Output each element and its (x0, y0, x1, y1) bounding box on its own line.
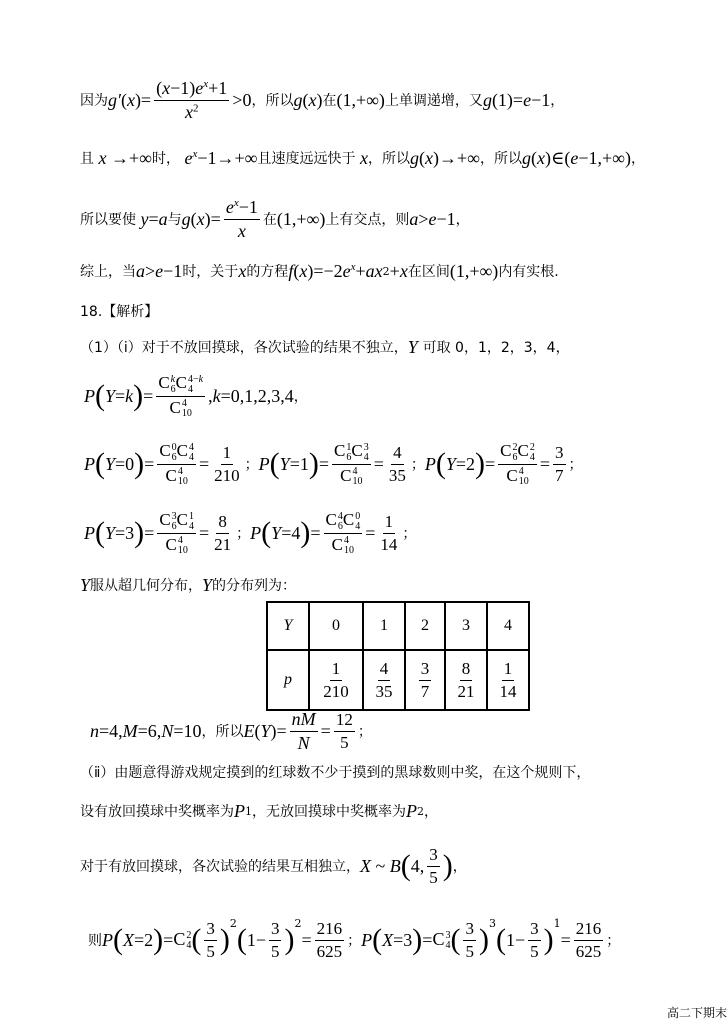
table-cell: 4 (487, 602, 529, 650)
section-heading (80, 300, 158, 322)
text-segment: 可取 0，1，2，3，4， (422, 340, 570, 356)
text-segment: 设有放回摸球中奖概率为 (80, 804, 234, 820)
text-line-s1: （1）（ⅰ）对于不放回摸球，各次试验的结果不独立， Y 可取 0，1，2，3，4， (80, 336, 570, 357)
table-cell: 1 (363, 602, 405, 650)
text-line-3: 所以要使 y = a 与 g ( x )= $\frac{e^x-1}{x}$ 在 (1,+∞) 上有交点，则 a > e −1 ， (80, 196, 470, 241)
text-segment: 时，关于 (182, 264, 239, 280)
text-segment: 在 (262, 212, 277, 228)
text-segment: （ⅱ）由题意得游戏规定摸到的红球数不少于摸到的黑球数则中奖，在这个规则下， (80, 765, 591, 781)
table-cell: p (267, 650, 309, 710)
text-segment: ，所以 (368, 151, 411, 167)
table-cell: 2 (405, 602, 445, 650)
text-line-ii-3: 对于有放回摸球，各次试验的结果互相独立， X ~ B ( 4, $\frac{3}{5}$ ) ， (80, 844, 467, 887)
formula-row-2: P ( Y =3 ) = C 3 6 C 1 4 C 4 10 = $\frac{8}{21}$ ； P ( Y =4 ) = C 4 6 C 0 4 C 4 10 = $\frac{1}{14}$ ； (84, 510, 417, 556)
text-line-2: 且 x →+∞ 时， $e^x$ −1→+∞ 且速度远远快于 x ，所以 g ( x )→+∞ ，所以 g ( x )∈( e −1,+∞) ， (80, 147, 645, 168)
table-cell: Y (267, 602, 309, 650)
fraction: $\frac{(x-1)e^x+1}{x^2}$ (156, 77, 228, 122)
table-cell: $\frac{1}{210}$ (309, 650, 363, 710)
text-segment: 的方程 (246, 264, 289, 280)
text-segment: 则 (88, 933, 102, 949)
expectation-line: n =4, M =6, N =10 ，所以 E ( Y )= $\frac{nM}{N}$ = $\frac{12}{5}$ ； (90, 708, 372, 753)
table-cell: $\frac{3}{7}$ (405, 650, 445, 710)
text-segment: 服从超几何分布， (90, 578, 203, 594)
table-row (267, 602, 529, 650)
table-cell: $\frac{4}{35}$ (363, 650, 405, 710)
dist-intro: Y 服从超几何分布， Y 的分布列为： (80, 574, 297, 595)
text-line-1: 因为 g′ ( x )= $\frac{(x-1)e^x+1}{x^2}$ >0 ，所以 g ( x ) 在 (1,+∞) 上单调递增，又 g (1)= e −1 ， (80, 77, 565, 122)
fraction: $\frac{e^x-1}{x}$ (225, 196, 258, 241)
text-line-ii-4: 则 P ( X =2 ) = C 2 4 ( $\frac{3}{5}$ ) $^2$ ( 1− $\frac{3}{5}$ ) $^2$ = $\frac{216}{625}$ ； P ( X =3 ) = C 3 4 ( $\frac{3}{5}$ ) $^3$ ( 1− $\frac{3}{5}$ ) $^1$ = $\frac{216}{625}$ ； (88, 917, 621, 961)
text-line-4: 综上，当 a > e −1 时，关于 x 的方程 f ( x )=−2 $e^x$ + ax 2 + x 在区间 (1,+∞) 内有实根. (80, 260, 559, 281)
text-segment: 且速度远远快于 (257, 151, 356, 167)
text-segment: 与 (167, 212, 182, 228)
formula-row-1: P ( Y =0 ) = C 0 6 C 4 4 C 4 10 = $\frac{1}{210}$ ； P ( Y =1 ) = C 1 6 C 3 4 C 4 10 = $\frac{4}{35}$ ； P ( Y =2 ) = C 2 6 C 2 4 C 4 10 = $\frac{3}{7}$ ； (84, 441, 583, 487)
table-cell: $\frac{8}{21}$ (445, 650, 487, 710)
text-segment: 对于有放回摸球，各次试验的结果互相独立， (80, 859, 360, 875)
text-segment: 内有实根. (498, 264, 559, 280)
text-segment: 上有交点，则 (325, 212, 410, 228)
text-segment: 在 (322, 93, 337, 109)
text-segment: 在区间 (407, 264, 450, 280)
text-segment: 的分布列为： (212, 578, 297, 594)
text-segment: 上单调递增，又 (384, 93, 483, 109)
text-line-ii-1 (80, 760, 590, 784)
text-segment: ，无放回摸球中奖概率为 (252, 804, 406, 820)
text-line-ii-2: 设有放回摸球中奖概率为 P 1 ，无放回摸球中奖概率为 P 2 ， (80, 800, 438, 821)
heading-text: 18.【解析】 (80, 304, 159, 320)
text-segment: ，所以 (480, 151, 522, 167)
page-footer: 高二下期末 (666, 1006, 727, 1020)
distribution-table (266, 601, 530, 711)
table-cell: 3 (445, 602, 487, 650)
table-cell: $\frac{1}{14}$ (487, 650, 529, 710)
text-segment: 时， (151, 151, 180, 167)
text-segment: 综上，当 (80, 264, 136, 280)
table-row (267, 650, 529, 710)
formula-general: P ( Y = k ) = C k 6 C 4−k 4 C 4 10 , k =0,1,2,3,4 ， (84, 373, 308, 419)
text-segment: 因为 (80, 93, 108, 109)
text-segment: ，所以 (251, 93, 294, 109)
table-cell: 0 (309, 602, 363, 650)
text-segment: 且 (80, 151, 94, 167)
text-segment: 所以要使 (80, 212, 136, 228)
text-segment: （1）（ⅰ）对于不放回摸球，各次试验的结果不独立， (80, 340, 408, 356)
